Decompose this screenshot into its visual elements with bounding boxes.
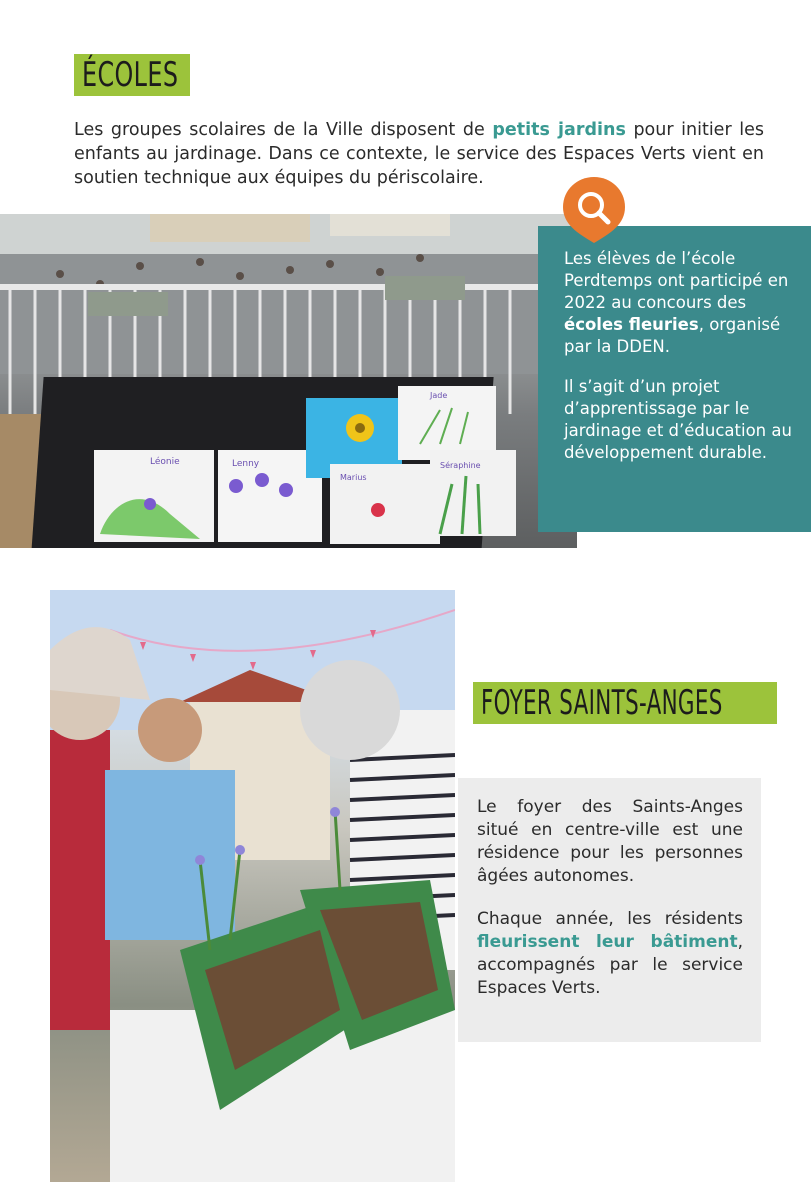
highlight-ecoles-fleuries: écoles fleuries <box>564 315 699 334</box>
section-title-ecoles-text: ÉCOLES <box>82 55 179 95</box>
highlight-fleurissent: fleurissent leur bâtiment <box>477 932 738 952</box>
section-title-foyer-text: FOYER SAINTS-ANGES <box>481 683 723 723</box>
section-title-foyer <box>473 682 777 724</box>
school-playground-photo <box>0 214 577 548</box>
highlight-petits-jardins: petits jardins <box>492 120 626 140</box>
foyer-photo-illustration <box>50 590 455 1182</box>
drawing-label-leonie: Léonie <box>150 457 180 467</box>
foyer-paragraph-1: Le foyer des Saints-Anges situé en centre-ville est une résidence pour les personnes âgées autonomes. <box>477 797 743 886</box>
drawing-label-marius: Marius <box>340 473 367 482</box>
foyer-paragraph-2: Chaque année, les résidents fleurissent leur bâtiment, accompagnés par le service Espaces Verts. <box>477 909 743 998</box>
search-icon <box>563 177 625 239</box>
drawing-label-seraphine: Séraphine <box>440 461 481 470</box>
info-paragraph-1: Les élèves de l’école Perdtemps ont participé en 2022 au concours des écoles fleuries, organisé par la DDEN. <box>564 249 789 356</box>
foyer-gardening-photo <box>50 590 455 1182</box>
foyer-text-box <box>458 778 761 1042</box>
info-paragraph-2: Il s’agit d’un projet d’apprentissage par le jardinage et d’éducation au développement durable. <box>564 377 792 462</box>
info-box-ecoles <box>538 226 811 532</box>
section-title-ecoles <box>74 54 190 96</box>
school-photo-illustration <box>0 214 577 548</box>
drawing-label-lenny: Lenny <box>232 459 260 469</box>
ecoles-intro-text: Les groupes scolaires de la Ville disposent de petits jardins pour initier les enfants au jardinage. Dans ce contexte, le service des Espaces Verts vient en soutien technique aux équipes du périscolaire. <box>74 120 764 188</box>
drawing-label-jade: Jade <box>430 391 448 400</box>
